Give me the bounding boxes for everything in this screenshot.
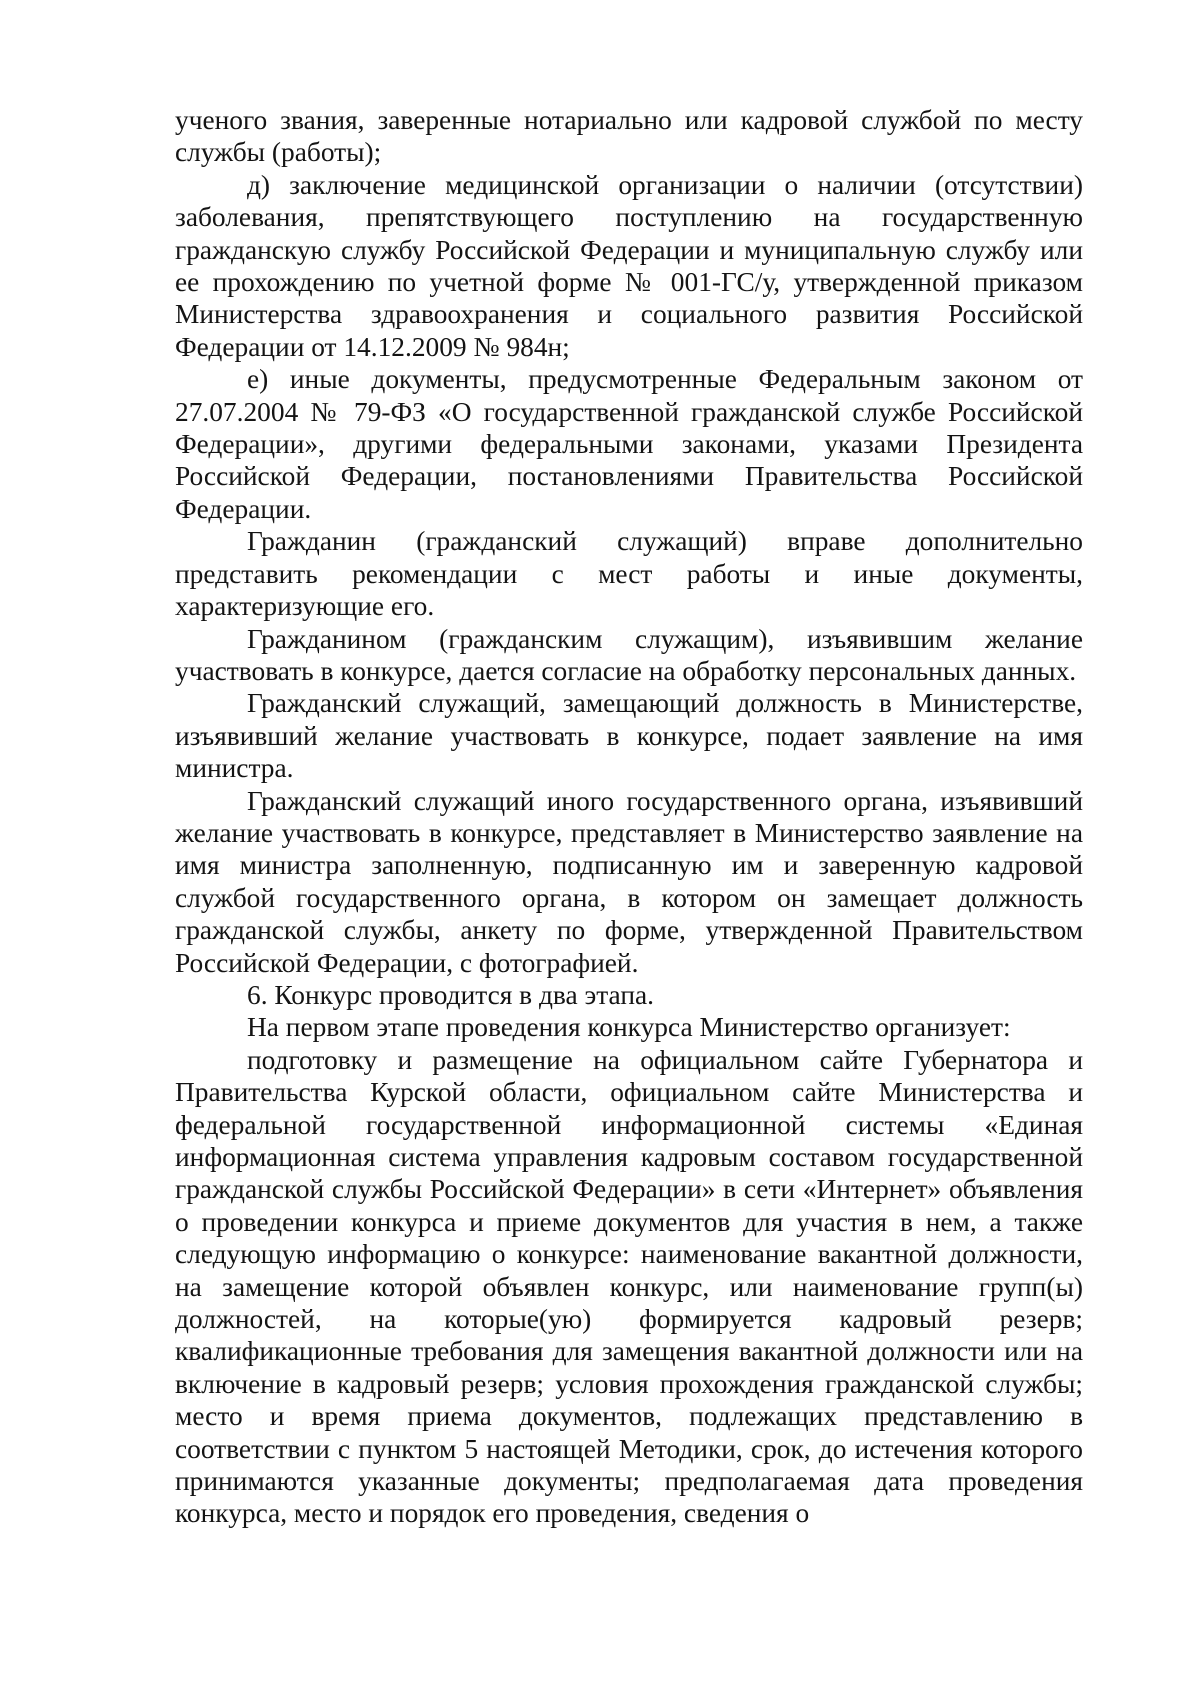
paragraph-section-6: 6. Конкурс проводится в два этапа.: [247, 979, 654, 1010]
paragraph-ministry-employee: Гражданский служащий, замещающий должность в Министерстве, изъявивший желание участвовать в конкурсе, подает заявление на имя министра.: [175, 688, 1083, 784]
paragraph-item-e: е) иные документы, предусмотренные Федеральным законом от 27.07.2004 № 79-ФЗ «О государственной гражданской службе Российской Федерации», другими федеральными законами, указами Президента Российской Федерации, постановлениями Правительства Российской Федерации.: [175, 364, 1083, 524]
paragraph-personal-data: Гражданином (гражданским служащим), изъявившим желание участвовать в конкурсе, дается согласие на обработку персональных данных.: [175, 623, 1083, 686]
paragraph-announcement: подготовку и размещение на официальном сайте Губернатора и Правительства Курской области, официальном сайте Министерства и федеральной государственной информационной системы «Единая информационная система управления кадровым составом государственной гражданской службы Российской Федерации» в сети «Интернет» объявления о проведении конкурса и приеме документов для участия в нем, а также следующую информацию о конкурсе: наименование вакантной должности, на замещение которой объявлен конкурс, или наименование групп(ы) должностей, на которые(ую) формируется кадровый резерв; квалификационные требования для замещения вакантной должности или на включение в кадровый резерв; условия прохождения гражданской службы; место и время приема документов, подлежащих представлению в соответствии с пунктом 5 настоящей Методики, срок, до истечения которого принимаются указанные документы; предполагаемая дата проведения конкурса, место и порядок его проведения, сведения о: [175, 1044, 1083, 1529]
document-body: [175, 104, 1083, 1530]
paragraph-continuation: ученого звания, заверенные нотариально или кадровой службой по месту службы (работы);: [175, 105, 1083, 168]
paragraph-recommendations: Гражданин (гражданский служащий) вправе дополнительно представить рекомендации с мест работы и иные документы, характеризующие его.: [175, 526, 1083, 622]
paragraph-item-d: д) заключение медицинской организации о наличии (отсутствии) заболевания, препятствующего поступлению на государственную гражданскую службу Российской Федерации и муниципальную службу или ее прохождению по учетной форме № 001-ГС/у, утвержденной приказом Министерства здравоохранения и социального развития Российской Федерации от 14.12.2009 № 984н;: [175, 169, 1083, 362]
paragraph-first-stage: На первом этапе проведения конкурса Министерство организует:: [247, 1012, 1011, 1043]
paragraph-other-agency-employee: Гражданский служащий иного государственного органа, изъявивший желание участвовать в конкурсе, представляет в Министерство заявление на имя министра заполненную, подписанную им и заверенную кадровой службой государственного органа, в котором он замещает должность гражданской службы, анкету по форме, утвержденной Правительством Российской Федерации, с фотографией.: [175, 785, 1083, 978]
